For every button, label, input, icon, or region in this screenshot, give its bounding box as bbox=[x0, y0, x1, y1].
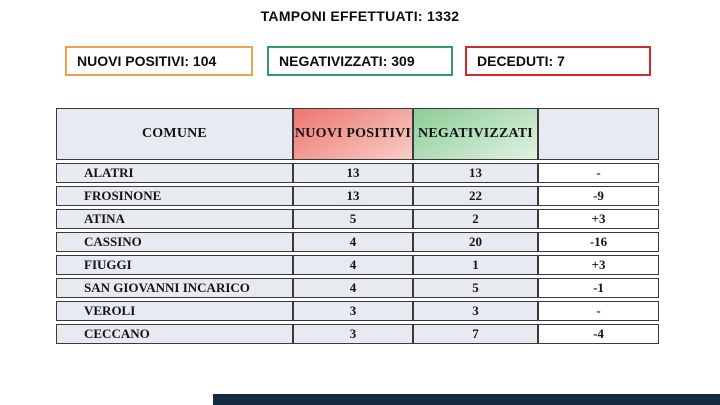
cell-negativizzati: 22 bbox=[413, 186, 538, 206]
cell-negativizzati: 5 bbox=[413, 278, 538, 298]
page-title: TAMPONI EFFETTUATI: 1332 bbox=[260, 8, 460, 24]
column-header-nuovi-positivi: NUOVI POSITIVI bbox=[293, 108, 413, 160]
cell-comune: VEROLI bbox=[56, 301, 293, 321]
summary-box-negativizzati bbox=[267, 46, 453, 76]
table-row bbox=[56, 255, 659, 275]
table-row bbox=[56, 278, 659, 298]
summary-box-deceduti bbox=[465, 46, 651, 76]
cell-nuovi-positivi: 13 bbox=[293, 163, 413, 183]
table-row bbox=[56, 163, 659, 183]
cell-nuovi-positivi: 4 bbox=[293, 255, 413, 275]
cell-delta: -9 bbox=[538, 186, 659, 206]
cell-negativizzati: 1 bbox=[413, 255, 538, 275]
table-row bbox=[56, 186, 659, 206]
cell-comune: FROSINONE bbox=[56, 186, 293, 206]
table-row bbox=[56, 301, 659, 321]
table-row bbox=[56, 209, 659, 229]
covid-comuni-table bbox=[56, 105, 659, 347]
cell-comune: ALATRI bbox=[56, 163, 293, 183]
summary-box-nuovi-positivi-label: NUOVI POSITIVI: 104 bbox=[77, 53, 217, 69]
cell-negativizzati: 3 bbox=[413, 301, 538, 321]
column-header-delta bbox=[538, 108, 659, 160]
bottom-bar-decoration bbox=[213, 394, 720, 405]
cell-comune: CASSINO bbox=[56, 232, 293, 252]
cell-nuovi-positivi: 4 bbox=[293, 278, 413, 298]
table-body bbox=[56, 163, 659, 344]
cell-delta: +3 bbox=[538, 209, 659, 229]
table-row bbox=[56, 324, 659, 344]
cell-negativizzati: 20 bbox=[413, 232, 538, 252]
cell-negativizzati: 13 bbox=[413, 163, 538, 183]
column-header-comune: COMUNE bbox=[56, 108, 293, 160]
cell-comune: ATINA bbox=[56, 209, 293, 229]
table-row bbox=[56, 232, 659, 252]
summary-box-negativizzati-label: NEGATIVIZZATI: 309 bbox=[279, 53, 415, 69]
cell-delta: -4 bbox=[538, 324, 659, 344]
summary-box-deceduti-label: DECEDUTI: 7 bbox=[477, 53, 565, 69]
column-header-negativizzati: NEGATIVIZZATI bbox=[413, 108, 538, 160]
cell-negativizzati: 7 bbox=[413, 324, 538, 344]
cell-nuovi-positivi: 3 bbox=[293, 324, 413, 344]
cell-comune: CECCANO bbox=[56, 324, 293, 344]
cell-delta: -1 bbox=[538, 278, 659, 298]
cell-delta: -16 bbox=[538, 232, 659, 252]
cell-nuovi-positivi: 3 bbox=[293, 301, 413, 321]
cell-negativizzati: 2 bbox=[413, 209, 538, 229]
cell-delta: - bbox=[538, 163, 659, 183]
cell-delta: +3 bbox=[538, 255, 659, 275]
cell-nuovi-positivi: 4 bbox=[293, 232, 413, 252]
table-header-row bbox=[56, 108, 659, 160]
cell-delta: - bbox=[538, 301, 659, 321]
cell-comune: FIUGGI bbox=[56, 255, 293, 275]
summary-box-nuovi-positivi bbox=[65, 46, 253, 76]
cell-nuovi-positivi: 13 bbox=[293, 186, 413, 206]
cell-nuovi-positivi: 5 bbox=[293, 209, 413, 229]
cell-comune: SAN GIOVANNI INCARICO bbox=[56, 278, 293, 298]
